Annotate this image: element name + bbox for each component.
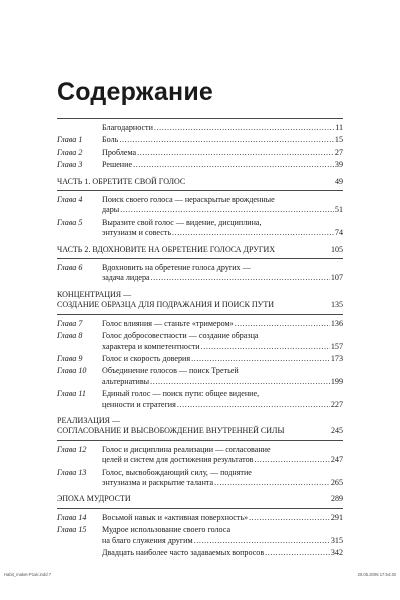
part-rule bbox=[57, 440, 343, 441]
chapter-label: Глава 1 bbox=[57, 135, 83, 145]
entry-body bbox=[102, 513, 343, 523]
chapter-label: Глава 9 bbox=[57, 353, 83, 363]
entry-title-line: Выразите свой голос — видение, дисциплина, bbox=[102, 217, 262, 227]
toc-entry[interactable] bbox=[57, 218, 343, 239]
dot-leader bbox=[201, 342, 330, 352]
chapter-label: Глава 12 bbox=[57, 444, 87, 454]
toc-part bbox=[57, 177, 343, 239]
dot-leader bbox=[150, 377, 330, 387]
entry-title-line: Единый голос — поиск пути: общее видение, bbox=[102, 389, 260, 399]
entry-title-line: Решение bbox=[102, 160, 133, 170]
chapter-label: Глава 14 bbox=[57, 512, 87, 522]
entry-last-line bbox=[102, 123, 343, 133]
toc-entry[interactable] bbox=[57, 331, 343, 352]
chapter-label: Глава 13 bbox=[57, 467, 87, 477]
entry-title-line: Голос и скорость доверия bbox=[102, 353, 191, 363]
toc-entry[interactable] bbox=[57, 525, 343, 546]
part-title-line: ЧАСТЬ 1. ОБРЕТИТЕ СВОЙ ГОЛОС bbox=[57, 176, 186, 186]
dot-leader bbox=[177, 400, 330, 410]
entry-last-line bbox=[102, 377, 343, 387]
page-number: 157 bbox=[330, 341, 343, 351]
entry-title-line: Голос и дисциплина реализации — согласование bbox=[102, 444, 271, 454]
toc-entry[interactable] bbox=[57, 148, 343, 158]
dot-leader bbox=[249, 513, 330, 523]
entry-title-line: Восьмой навык и «активная поверхность» bbox=[102, 512, 249, 522]
entry-last-line bbox=[102, 135, 343, 145]
part-title-last bbox=[57, 426, 343, 436]
page-number: 265 bbox=[330, 477, 343, 487]
dot-leader bbox=[120, 205, 334, 215]
entry-body bbox=[102, 218, 343, 239]
intro-section bbox=[57, 123, 343, 171]
dot-leader bbox=[137, 148, 334, 158]
entry-title-line: характера и компетентности bbox=[102, 341, 200, 351]
toc-entry[interactable] bbox=[57, 513, 343, 523]
entry-title-line: Объединение голосов — поиск Третьей bbox=[102, 366, 239, 376]
entry-last-line bbox=[102, 342, 343, 352]
entry-last-line bbox=[102, 148, 343, 158]
page-number: 51 bbox=[334, 205, 343, 215]
entry-title-line: Голос добросовестности — создание образца bbox=[102, 331, 259, 341]
toc-part bbox=[57, 494, 343, 558]
entry-body bbox=[102, 354, 343, 364]
entry-body bbox=[102, 319, 343, 329]
toc-entry[interactable] bbox=[57, 319, 343, 329]
entry-title-line: целей и систем для достижения результатов bbox=[102, 455, 254, 465]
page-number: 11 bbox=[335, 123, 343, 132]
dot-leader bbox=[172, 228, 334, 238]
part-heading[interactable] bbox=[57, 416, 343, 437]
part-title-line: РЕАЛИЗАЦИЯ — bbox=[57, 415, 120, 425]
entry-body bbox=[102, 525, 343, 546]
part-rule bbox=[57, 190, 343, 191]
chapter-label: Глава 6 bbox=[57, 263, 83, 273]
entry-body bbox=[102, 195, 343, 216]
chapter-label: Глава 4 bbox=[57, 195, 83, 205]
page-number: 247 bbox=[330, 455, 343, 465]
part-page-number: 105 bbox=[331, 244, 343, 254]
toc-entry[interactable] bbox=[57, 548, 343, 558]
entry-last-line bbox=[102, 273, 343, 283]
toc-entry[interactable] bbox=[57, 445, 343, 466]
entry-last-line bbox=[102, 536, 343, 546]
table-of-contents bbox=[57, 118, 343, 558]
print-footer bbox=[0, 572, 400, 582]
part-page-number: 49 bbox=[335, 176, 343, 186]
dot-leader bbox=[235, 319, 330, 329]
top-rule bbox=[57, 118, 343, 119]
entry-title-line: Мудрое использование своего голоса bbox=[102, 525, 231, 535]
part-heading[interactable] bbox=[57, 290, 343, 311]
chapter-label: Глава 15 bbox=[57, 525, 87, 535]
entry-title-line: на благо служения другим bbox=[102, 535, 193, 545]
entry-last-line bbox=[102, 160, 343, 170]
entry-title-line: Двадцать наиболее часто задаваемых вопросов bbox=[102, 548, 265, 557]
toc-part bbox=[57, 245, 343, 284]
page-number: 107 bbox=[330, 273, 343, 283]
entry-last-line bbox=[102, 319, 343, 329]
dot-leader bbox=[133, 160, 334, 170]
chapter-label bbox=[57, 123, 102, 133]
dot-leader bbox=[265, 548, 330, 558]
entry-body bbox=[102, 445, 343, 466]
entry-title-line: Голос влияния — станьте «тримером» bbox=[102, 318, 234, 328]
chapter-label: Глава 8 bbox=[57, 331, 83, 341]
toc-entry[interactable] bbox=[57, 195, 343, 216]
entry-last-line bbox=[102, 478, 343, 488]
dot-leader bbox=[191, 354, 330, 364]
toc-entry[interactable] bbox=[57, 123, 343, 133]
entry-title-line: Вдохновить на обретение голоса других — bbox=[102, 263, 251, 273]
dot-leader bbox=[154, 123, 334, 133]
page-number: 27 bbox=[334, 147, 343, 157]
entry-last-line bbox=[102, 455, 343, 465]
part-rule bbox=[57, 258, 343, 259]
entry-last-line bbox=[102, 205, 343, 215]
toc-entry[interactable] bbox=[57, 263, 343, 284]
dot-leader bbox=[214, 478, 330, 488]
page-number: 291 bbox=[330, 512, 343, 522]
page-number: 342 bbox=[330, 548, 343, 557]
toc-entry[interactable] bbox=[57, 468, 343, 489]
part-rule bbox=[57, 508, 343, 509]
entry-last-line bbox=[102, 548, 343, 558]
entry-last-line bbox=[102, 400, 343, 410]
entry-body bbox=[102, 468, 343, 489]
dot-leader bbox=[194, 536, 330, 546]
chapter-label: Глава 7 bbox=[57, 318, 83, 328]
chapter-label: Глава 2 bbox=[57, 147, 83, 157]
toc-part bbox=[57, 290, 343, 410]
entry-title-line: Поиск своего голоса — нераскрытые врожденные bbox=[102, 195, 275, 205]
entry-body bbox=[102, 160, 343, 170]
dot-leader bbox=[151, 273, 330, 283]
part-page-number: 289 bbox=[331, 494, 343, 504]
part-title-line: КОНЦЕНТРАЦИЯ — bbox=[57, 289, 132, 299]
part-title-line: СОГЛАСОВАНИЕ И ВЫСВОБОЖДЕНИЕ ВНУТРЕННЕЙ СИЛЫ bbox=[57, 426, 285, 436]
part-page-number: 245 bbox=[331, 426, 343, 436]
toc-entry[interactable] bbox=[57, 366, 343, 387]
entry-title-line: Благодарности bbox=[102, 123, 153, 132]
entry-title-line: энтузиазма и раскрытие таланта bbox=[102, 477, 214, 487]
entry-body bbox=[102, 366, 343, 387]
entry-body bbox=[102, 389, 343, 410]
chapter-label bbox=[57, 548, 102, 558]
toc-entry[interactable] bbox=[57, 354, 343, 364]
page-number: 227 bbox=[330, 399, 343, 409]
entry-body bbox=[102, 135, 343, 145]
entry-title-line: альтернативы bbox=[102, 376, 150, 386]
page-number: 315 bbox=[330, 535, 343, 545]
part-title-last bbox=[57, 300, 343, 310]
page-number: 15 bbox=[334, 135, 343, 145]
entry-last-line bbox=[102, 228, 343, 238]
page-number: 39 bbox=[334, 160, 343, 170]
entry-title-line: дары bbox=[102, 205, 120, 215]
entry-title-line: Голос, высвобождающий силу, — поднятие bbox=[102, 467, 252, 477]
entry-last-line bbox=[102, 513, 343, 523]
chapter-label: Глава 11 bbox=[57, 389, 86, 399]
dot-leader bbox=[119, 135, 334, 145]
footer-file-info: Habit_maket-P1uk.indd 7 bbox=[4, 572, 52, 577]
chapter-label: Глава 3 bbox=[57, 160, 83, 170]
chapter-label: Глава 5 bbox=[57, 217, 83, 227]
entry-body bbox=[102, 263, 343, 284]
entry-body bbox=[102, 123, 343, 133]
part-rule bbox=[57, 314, 343, 315]
dot-leader bbox=[254, 455, 329, 465]
toc-entry[interactable] bbox=[57, 135, 343, 145]
toc-entry[interactable] bbox=[57, 389, 343, 410]
toc-part bbox=[57, 416, 343, 488]
part-page-number: 135 bbox=[331, 300, 343, 310]
footer-timestamp: 20.05.2006 17:54:40 bbox=[357, 572, 396, 577]
toc-entry[interactable] bbox=[57, 160, 343, 170]
entry-title-line: задача лидера bbox=[102, 273, 150, 283]
part-heading[interactable] bbox=[57, 245, 343, 255]
part-title-line: СОЗДАНИЕ ОБРАЗЦА ДЛЯ ПОДРАЖАНИЯ И ПОИСК ПУТИ bbox=[57, 300, 275, 310]
entry-body bbox=[102, 148, 343, 158]
entry-title-line: ценности и стратегия bbox=[102, 399, 176, 409]
page-number: 199 bbox=[330, 376, 343, 386]
entry-title-line: энтузиазм и совесть bbox=[102, 228, 172, 238]
page-number: 173 bbox=[330, 353, 343, 363]
entry-body bbox=[102, 548, 343, 558]
part-title-line: ЭПОХА МУДРОСТИ bbox=[57, 494, 131, 504]
part-heading[interactable] bbox=[57, 494, 343, 504]
page-number: 136 bbox=[330, 318, 343, 328]
entry-title-line: Боль bbox=[102, 135, 119, 145]
chapter-label: Глава 10 bbox=[57, 366, 87, 376]
part-title-line: ЧАСТЬ 2. ВДОХНОВИТЕ НА ОБРЕТЕНИЕ ГОЛОСА ДРУГИХ bbox=[57, 244, 276, 254]
entry-body bbox=[102, 331, 343, 352]
page-number: 74 bbox=[334, 228, 343, 238]
page-title: Содержание bbox=[57, 78, 214, 106]
entry-title-line: Проблема bbox=[102, 147, 137, 157]
entry-last-line bbox=[102, 354, 343, 364]
part-heading[interactable] bbox=[57, 177, 343, 187]
